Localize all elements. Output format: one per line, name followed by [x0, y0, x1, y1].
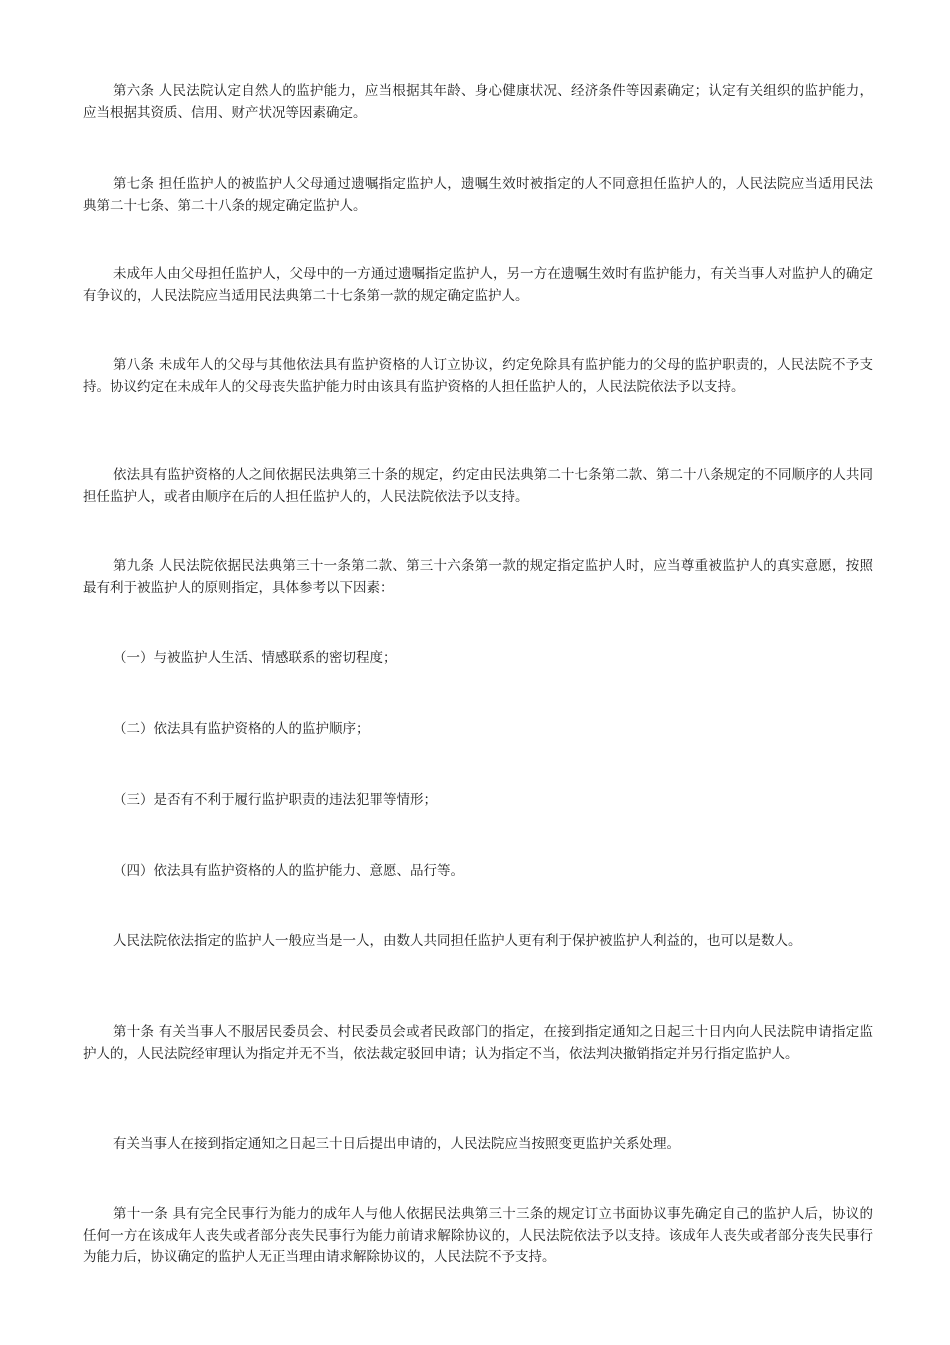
- list-item-factor-4: （四）依法具有监护资格的人的监护能力、意愿、品行等。: [113, 863, 464, 879]
- paragraph-article-7-minor: 未成年人由父母担任监护人，父母中的一方通过遗嘱指定监护人，另一方在遗嘱生效时有监护能力，有关当事人对监护人的确定有争议的，人民法院应当适用民法典第二十七条第一款的规定确定监护人。: [83, 266, 873, 304]
- list-item-factor-3: （三）是否有不利于履行监护职责的违法犯罪等情形；: [113, 792, 437, 808]
- paragraph-article-11: 第十一条 具有完全民事行为能力的成年人与他人依据民法典第三十三条的规定订立书面协议事先确定自己的监护人后，协议的任何一方在该成年人丧失或者部分丧失民事行为能力前请求解除协议的，人民法院依法予以支持。该成年人丧失或者部分丧失民事行为能力后，协议确定的监护人无正当理由请求解除协议的，人民法院不予支持。: [83, 1206, 873, 1265]
- paragraph-article-9-single-guardian: 人民法院依法指定的监护人一般应当是一人，由数人共同担任监护人更有利于保护被监护人利益的，也可以是数人。: [113, 933, 802, 949]
- paragraph-article-10-late-application: 有关当事人在接到指定通知之日起三十日后提出申请的，人民法院应当按照变更监护关系处理。: [113, 1136, 680, 1152]
- paragraph-article-7: 第七条 担任监护人的被监护人父母通过遗嘱指定监护人，遗嘱生效时被指定的人不同意担任监护人的，人民法院应当适用民法典第二十七条、第二十八条的规定确定监护人。: [83, 176, 873, 214]
- paragraph-article-8-agreement: 依法具有监护资格的人之间依据民法典第三十条的规定，约定由民法典第二十七条第二款、第二十八条规定的不同顺序的人共同担任监护人，或者由顺序在后的人担任监护人的，人民法院依法予以支持。: [83, 467, 873, 505]
- paragraph-article-8: 第八条 未成年人的父母与其他依法具有监护资格的人订立协议，约定免除具有监护能力的父母的监护职责的，人民法院不予支持。协议约定在未成年人的父母丧失监护能力时由该具有监护资格的人担任监护人的，人民法院依法予以支持。: [83, 357, 873, 395]
- paragraph-article-10: 第十条 有关当事人不服居民委员会、村民委员会或者民政部门的指定，在接到指定通知之日起三十日内向人民法院申请指定监护人的，人民法院经审理认为指定并无不当，依法裁定驳回申请；认为指定不当，依法判决撤销指定并另行指定监护人。: [83, 1024, 873, 1062]
- list-item-factor-2: （二）依法具有监护资格的人的监护顺序；: [113, 721, 370, 737]
- paragraph-article-6: 第六条 人民法院认定自然人的监护能力，应当根据其年龄、身心健康状况、经济条件等因素确定；认定有关组织的监护能力，应当根据其资质、信用、财产状况等因素确定。: [83, 83, 873, 121]
- list-item-factor-1: （一）与被监护人生活、情感联系的密切程度；: [113, 650, 397, 666]
- paragraph-article-9: 第九条 人民法院依据民法典第三十一条第二款、第三十六条第一款的规定指定监护人时，应当尊重被监护人的真实意愿，按照最有利于被监护人的原则指定，具体参考以下因素：: [83, 558, 873, 596]
